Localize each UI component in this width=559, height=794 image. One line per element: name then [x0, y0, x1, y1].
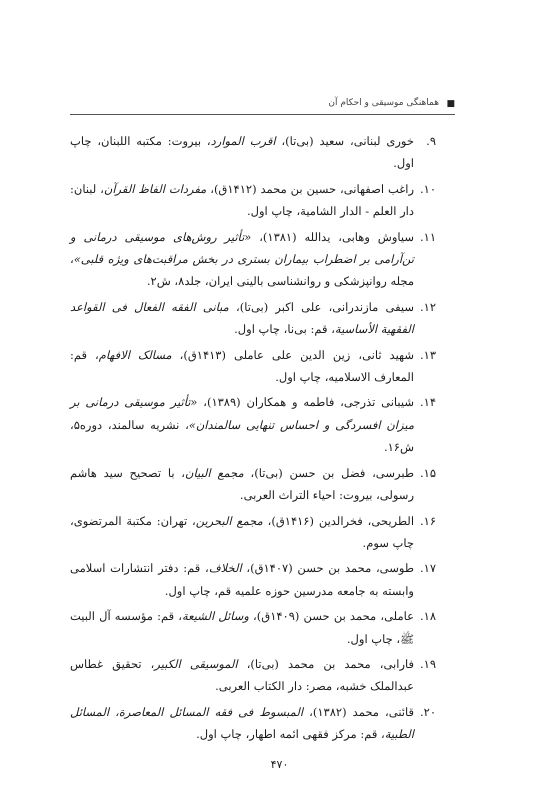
reference-author: راغب اصفهانی، حسین بن محمد (۱۴۱۲ق)، — [206, 181, 415, 196]
header-mark: ■ — [446, 99, 455, 109]
reference-author: شیبانی تذرجی، فاطمه و همکاران (۱۳۸۹)، — [197, 395, 414, 410]
reference-publication: ، قم: دفتر انتشارات اسلامی وابسته به جامعه مدرسین حوزه علمیه قم، چاپ اول. — [70, 561, 414, 598]
reference-entry — [70, 510, 436, 555]
reference-author: سیفی مازندرانی، علی اکبر (بی‌تا)، — [228, 299, 414, 314]
reference-author: شهید ثانی، زین الدین علی عاملی (۱۴۱۳ق)، — [171, 347, 414, 362]
reference-number: ۱۶. — [419, 513, 436, 528]
reference-publication: ، لبنان: دار العلم - الدار الشامیة، چاپ اول. — [70, 181, 414, 219]
reference-author: طبرسی، فضل بن حسن (بی‌تا)، — [243, 465, 414, 480]
reference-author: سیاوش وهابی، یدالله (۱۳۸۱)، — [251, 229, 414, 244]
reference-publication: ، تهران: مکتبة المرتضوی، چاپ سوم. — [70, 513, 414, 550]
reference-publication: ، با تصحیح سید هاشم رسولی، بیروت: احیاء التراث العربی. — [70, 465, 414, 503]
reference-entry — [70, 130, 436, 175]
reference-number: ۱۵. — [419, 465, 436, 480]
reference-title: وسائل الشیعة — [182, 609, 249, 624]
reference-entry — [70, 178, 436, 223]
reference-author: خوری لبنانی، سعید (بی‌تا)، — [275, 134, 414, 148]
header-rule — [70, 114, 455, 115]
reference-author: عاملی، محمد بن حسن (۱۴۰۹ق)، — [248, 609, 414, 624]
reference-entry — [70, 605, 436, 650]
running-header — [70, 97, 455, 113]
reference-number: ۱۸. — [419, 609, 436, 624]
reference-publication: ، قم: بی‌نا، چاپ اول. — [234, 322, 335, 337]
reference-number: ۱۱. — [419, 229, 436, 244]
reference-number: ۱۲. — [419, 299, 436, 314]
reference-title: المبسوط فی فقه المسائل المعاصرة، المسائل الطبیة — [70, 704, 414, 742]
reference-title: مجمع البحرین — [195, 513, 263, 528]
reference-title: «تأثیر موسیقی درمانی بر میزان افسردگی و احساس تنهایی سالمندان» — [70, 395, 414, 432]
reference-publication: ، قم: المعارف الاسلامیه، چاپ اول. — [70, 347, 414, 385]
reference-publication: ، قم: مؤسسه آل البیت ﷺ، چاپ اول. — [70, 609, 414, 646]
reference-entry — [70, 701, 436, 746]
reference-entry — [70, 296, 436, 341]
reference-number: ۹. — [426, 134, 436, 148]
reference-number: ۱۳. — [419, 347, 436, 362]
reference-entry — [70, 344, 436, 389]
reference-entry — [70, 462, 436, 507]
reference-author: الطریحی، فخرالدین (۱۴۱۶ق)، — [262, 513, 415, 528]
reference-author: طوسی، محمد بن حسن (۱۴۰۷ق)، — [241, 561, 414, 576]
reference-title: «تأثیر روش‌های موسیقی درمانی و تن‌آرامی بر اضطراب بیماران بستری در بخش مراقبت‌های ویژه قلبی» — [70, 229, 414, 267]
reference-title: مسالک الافهام — [98, 347, 172, 362]
reference-list — [70, 130, 436, 749]
reference-title: مفردات الفاظ القرآن — [103, 181, 207, 196]
reference-title: الموسیقی الکبیر — [154, 656, 238, 671]
reference-entry — [70, 653, 436, 698]
reference-number: ۲۰. — [419, 704, 436, 719]
reference-publication: ، مجله روانپزشکی و روانشناسی بالینی ایران، جلد۸، ش۲. — [70, 252, 414, 289]
reference-entry — [70, 557, 436, 602]
running-title: هماهنگی موسیقی و احکام آن — [328, 98, 439, 108]
reference-publication: ، بیروت: مکتبه اللبنان، چاپ اول. — [70, 134, 414, 171]
reference-title: مجمع البیان — [185, 465, 244, 480]
reference-publication: ، نشریه سالمند، دوره۵، ش۱۶. — [70, 417, 414, 455]
reference-number: ۱۰. — [419, 181, 436, 196]
reference-title: مبانی الفقه الفعال فی القواعد الفقهیة الأساسیة — [70, 299, 414, 337]
reference-number: ۱۹. — [419, 656, 436, 671]
reference-number: ۱۷. — [419, 561, 436, 576]
reference-entry — [70, 226, 436, 293]
reference-title: اقرب الموارد — [210, 134, 276, 148]
page-number: ۴۷۰ — [270, 758, 289, 771]
reference-publication: ، تحقیق غطاس عبدالملک خشبه، مصر: دار الکتاب العربی. — [70, 656, 414, 694]
reference-author: فارابی، محمد بن محمد (بی‌تا)، — [237, 656, 414, 671]
reference-entry — [70, 391, 436, 458]
reference-publication: ، قم: مرکز فقهی ائمه اطهار، چاپ اول. — [196, 727, 385, 742]
reference-number: ۱۴. — [419, 395, 436, 410]
reference-title: الخلاف — [208, 561, 242, 576]
reference-author: قائنی، محمد (۱۳۸۲)، — [303, 704, 414, 719]
